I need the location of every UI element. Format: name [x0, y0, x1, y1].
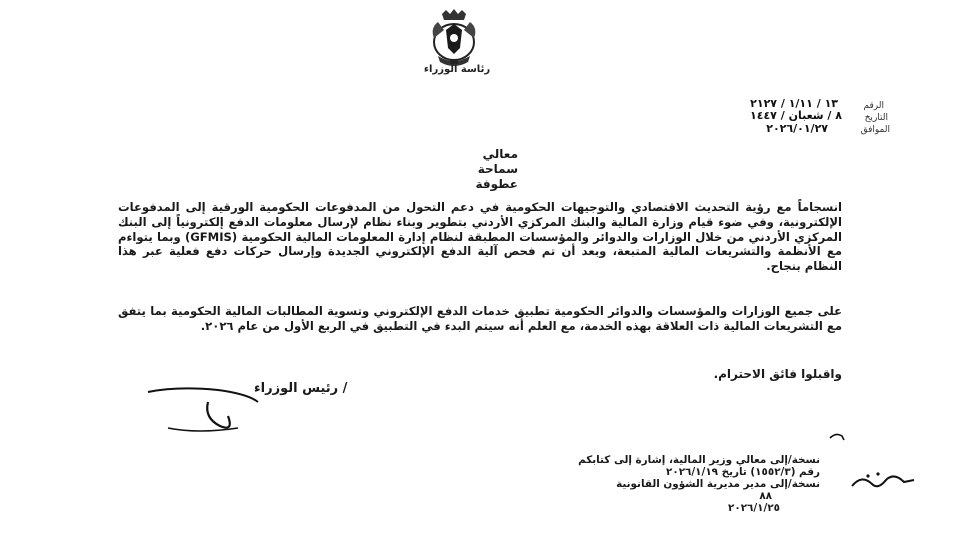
copy-line-3: نسخة/إلى مدير مديرية الشؤون القانونية	[616, 478, 820, 490]
addressee-line-1: معالي	[482, 147, 518, 161]
handwritten-mark-icon	[828, 430, 846, 442]
body-paragraph-2: على جميع الوزارات والمؤسسات والدوائر الحكومية تطبيق خدمات الدفع الإلكتروني وتسوية المطالبات المالية الحكومية بما يتفق مع التشريعات المالية ذات العلاقة بهذه الخدمة، مع العلم أنه سيتم البدء في التطبيق في الربع الأول من عام ٢٠٢٦.	[118, 304, 842, 333]
reference-date-label: التاريخ	[864, 113, 888, 123]
signature-title: / رئيس الوزراء	[254, 381, 348, 396]
closing-line: واقبلوا فائق الاحترام.	[713, 367, 842, 381]
body-paragraph-1: انسجاماً مع رؤية التحديث الاقتصادي والتوجيهات الحكومية في دعم التحول من المدفوعات الحكومية الورقية إلى المدفوعات الإلكترونية، وفي ضوء قيام وزارة المالية والبنك المركزي الأردني بتطوير وبناء نظام لإرسال معلومات الدفع إلكترونياً إلى البنك المركزي الأردني من خلال الوزارات والدوائر والمؤسسات المطبقة لنظام إدارة المعلومات المالية الحكومية (GFMIS) وبما يتواءم مع الأنظمة والتشريعات المالية المتبعة، وبعد أن تم فحص آلية الدفع الإلكتروني الجديدة وإرسال حركات دفع فعلية عبر هذا النظام بنجاح.	[118, 200, 842, 274]
handwritten-initials	[848, 468, 918, 494]
reference-number-label: الرقم	[863, 101, 884, 111]
copy-line-4: ٨٨	[759, 490, 772, 502]
reference-date-value: ٨ / شعبان / ١٤٤٧	[750, 109, 842, 122]
copy-line-5: ٢٠٢٦/١/٢٥	[728, 502, 780, 514]
department-name: رئاسة الوزراء	[423, 64, 491, 75]
copy-line-1: نسخة/إلى معالي وزير المالية، إشارة إلى كتابكم	[578, 454, 820, 466]
reference-equivalent-value: ٢٠٢٦/٠١/٢٧	[766, 122, 828, 135]
handwritten-signature	[108, 382, 268, 438]
reference-number-value: ١٣ / ١/١١ / ٢١٢٧	[750, 97, 838, 110]
reference-equivalent-label: الموافق	[860, 125, 890, 135]
addressee-line-3: عطوفة	[475, 177, 518, 191]
copy-line-2: رقم (١٥٥٢/٣) تاريخ ٢٠٢٦/١/١٩	[666, 466, 820, 478]
addressee-line-2: سماحة	[477, 162, 518, 176]
